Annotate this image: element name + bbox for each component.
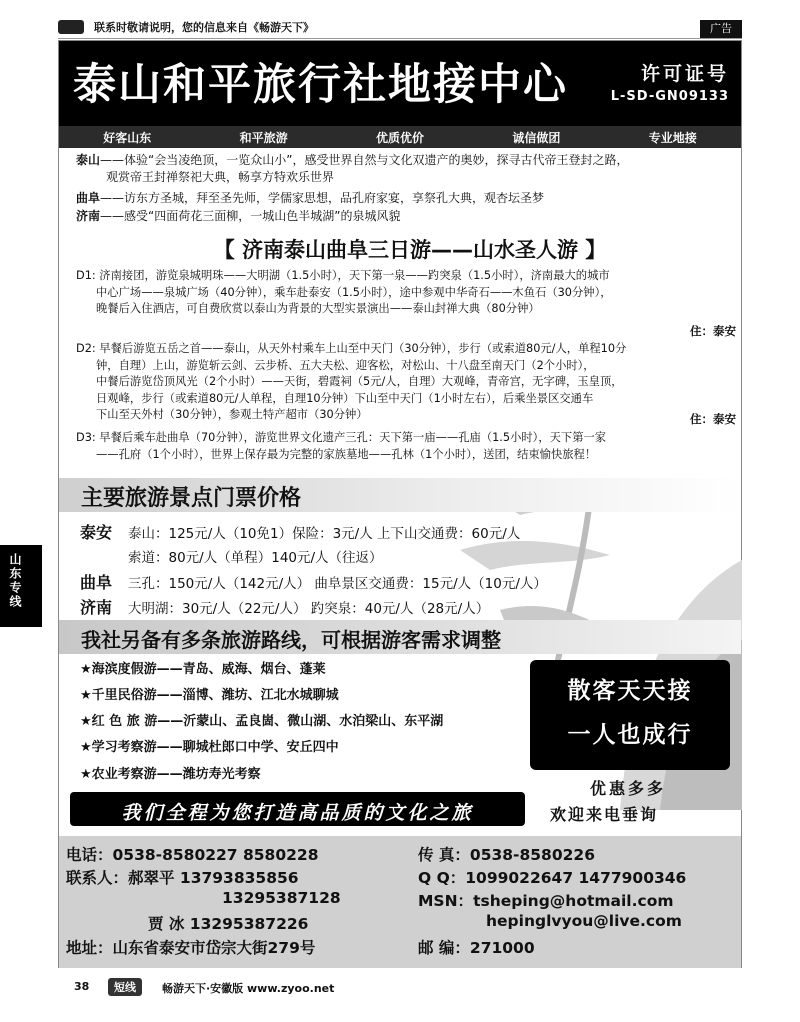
postcode-label: 邮 编： [418,939,470,957]
header-banner [59,41,741,126]
contact-person-1: 郝翠平 13793835856 [128,869,299,887]
contact-person-2: 贾 冰 13295387226 [148,915,309,933]
price-line: 泰山：125元/人（10免1）保险：3元/人 上下山交通费：60元/人 [128,526,521,542]
magazine-logo-icon [58,20,84,34]
route-item: ★学习考察游——聊城杜郎口中学、安丘四中 [80,740,339,755]
itinerary-line: 钟，自理）上山，游览斩云剑、云步桥、五大夫松、迎客松，对松山、十八盘至南天门（2个小时）， [96,358,595,372]
more-routes-band [59,620,741,654]
day-label: D3: [76,431,96,444]
day-label: D2: [76,342,96,355]
itinerary-line: 早餐后游览五岳之首——泰山，从天外村乘车上山至中天门（30分钟），步行（或索道80元/人，单程10分 [99,342,627,355]
intro-text: ——感受“四面荷花三面柳，一城山色半城湖”的泉城风貌 [100,209,401,223]
ticket-title: 主要旅游景点门票价格 [81,486,302,511]
ticket-city: 济南 [80,598,113,617]
discount-text: 优惠多多 [590,779,667,798]
culture-slogan: 我们全程为您打造高品质的文化之旅 [121,802,474,824]
page-footer [58,972,742,1000]
slogan-item: 专业地接 [648,130,697,145]
address-row [66,936,315,958]
page-number: 38 [74,980,90,993]
license-number: L-SD-GN09133 [610,89,729,104]
day-label: D1: [76,269,96,282]
phone-value: 0538-8580227 8580228 [112,846,319,864]
msn-value-1: tsheping@hotmail.com [473,892,674,910]
itinerary-line: 晚餐后入住酒店，可自费欣赏以泰山为背景的大型实景演出——泰山封禅大典（80分钟） [96,302,540,315]
address-value: 山东省泰安市岱宗大街279号 [112,939,316,957]
contact-person-label: 联系人： [66,869,129,887]
welcome-text: 欢迎来电垂询 [550,805,659,824]
itinerary-line: 日观峰，步行（或索道80元/人单程，自理10分钟）下山至中天门（1小时左右），后乘坐景区交通车 [96,391,594,405]
intro-text: 观赏帝王封禅祭祀大典，畅享方特欢乐世界 [106,170,335,184]
agency-title: 泰山和平旅行社地接中心 [73,60,568,110]
side-section-tab [0,545,42,627]
postcode-value: 271000 [469,939,535,957]
route-item: ★农业考察游——潍坊寿光考察 [80,767,261,782]
license-label: 许可证号 [640,63,729,85]
ticket-city: 泰安 [80,523,113,542]
intro-city: 曲阜 [76,191,101,205]
qq-label: Q Q： [418,869,466,887]
section-badge: 短线 [108,978,142,996]
itinerary-line: 下山至天外村（30分钟），参观土特产超市（30分钟） [96,408,368,421]
promo-line-2: 一人也成行 [567,722,693,748]
side-tab-label: 山东专线 [8,553,22,609]
slogan-item: 好客山东 [103,130,152,145]
promo-line-1: 散客天天接 [567,678,693,704]
phone-label: 电话： [66,846,113,864]
source-note: 联系时敬请说明，您的信息来自《畅游天下》 [94,21,314,34]
address-label: 地址： [66,939,113,957]
intro-jinan [76,208,736,225]
route-item: ★海滨度假游——青岛、威海、烟台、蓬莱 [80,662,326,677]
route-item: ★红 色 旅 游——沂蒙山、孟良崮、微山湖、水泊梁山、东平湖 [80,714,444,729]
itinerary-line: 早餐后乘车赴曲阜（70分钟），游览世界文化遗产三孔：天下第一庙——孔庙（1.5小时），天下第一家 [99,431,607,444]
slogan-bar [59,126,741,148]
itinerary-line: 济南接团，游览泉城明珠——大明湖（1.5小时），天下第一泉——趵突泉（1.5小时），济南最大的城市 [99,269,610,282]
price-line: 大明湖：30元/人（22元/人） 趵突泉：40元/人（28元/人） [128,601,490,617]
fax-label: 传 真： [418,846,470,864]
msn-row [418,889,674,911]
slogan-item: 优质优价 [375,130,424,145]
slogan-item: 诚信做团 [512,130,561,145]
qq-row [418,866,686,888]
ticket-city: 曲阜 [80,573,113,592]
intro-city: 泰山 [76,153,101,167]
contact-person-1-phone-2: 13295387128 [222,889,341,907]
itinerary-day-2 [76,341,736,424]
promo-box [530,660,730,770]
top-notice-bar [58,18,742,39]
fax-row [418,843,595,865]
contact-person-row [66,866,299,888]
intro-taishan [76,152,736,186]
itinerary-line: 中心广场——泉城广场（40分钟），乘车赴泰安（1.5小时），途中参观中华奇石——木鱼石（30分钟）， [96,285,612,299]
intro-text: ——体验“会当凌绝顶，一览众山小”，感受世界自然与文化双遗产的奥妙，探寻古代帝王登封之路， [100,153,629,167]
msn-value-2: hepinglvyou@live.com [486,912,682,930]
magazine-name: 畅游天下·安徽版 www.zyoo.net [162,982,335,995]
intro-city: 济南 [76,209,101,223]
ticket-price-band [59,478,741,512]
postcode-row [418,936,535,958]
stay-note: 住：泰安 [690,412,736,426]
intro-text: ——访东方圣城，拜至圣先师，学儒家思想，品孔府家宴，享祭孔大典，观杏坛圣梦 [100,191,545,205]
more-routes-title: 我社另备有多条旅游路线，可根据游客需求调整 [81,628,501,652]
route-title: 【 济南泰山曲阜三日游——山水圣人游 】 [213,238,607,262]
culture-slogan-banner [70,792,525,826]
route-item: ★千里民俗游——淄博、潍坊、江北水城聊城 [80,688,339,703]
price-line: 三孔：150元/人（142元/人） 曲阜景区交通费：15元/人（10元/人） [128,576,547,592]
itinerary-line: ——孔府（1个小时），世界上保存最为完整的家族墓地——孔林（1个小时），送团，结束愉快旅程！ [96,447,597,461]
itinerary-day-1 [76,268,736,318]
ad-label: 广告 [700,20,742,38]
price-line: 索道：80元/人（单程）140元/人（往返） [128,550,383,566]
msn-label: MSN： [418,892,474,910]
qq-value: 1099022647 1477900346 [465,869,687,887]
slogan-item: 和平旅游 [239,130,288,145]
stay-note: 住：泰安 [690,324,736,338]
itinerary-line: 中餐后游览岱顶风光（2个小时）——天街，碧霞祠（5元/人，自理）大观峰，青帝宫，无字碑，玉皇顶， [96,375,623,388]
fax-value: 0538-8580226 [469,846,595,864]
phone-row [66,843,318,865]
intro-qufu [76,190,736,207]
